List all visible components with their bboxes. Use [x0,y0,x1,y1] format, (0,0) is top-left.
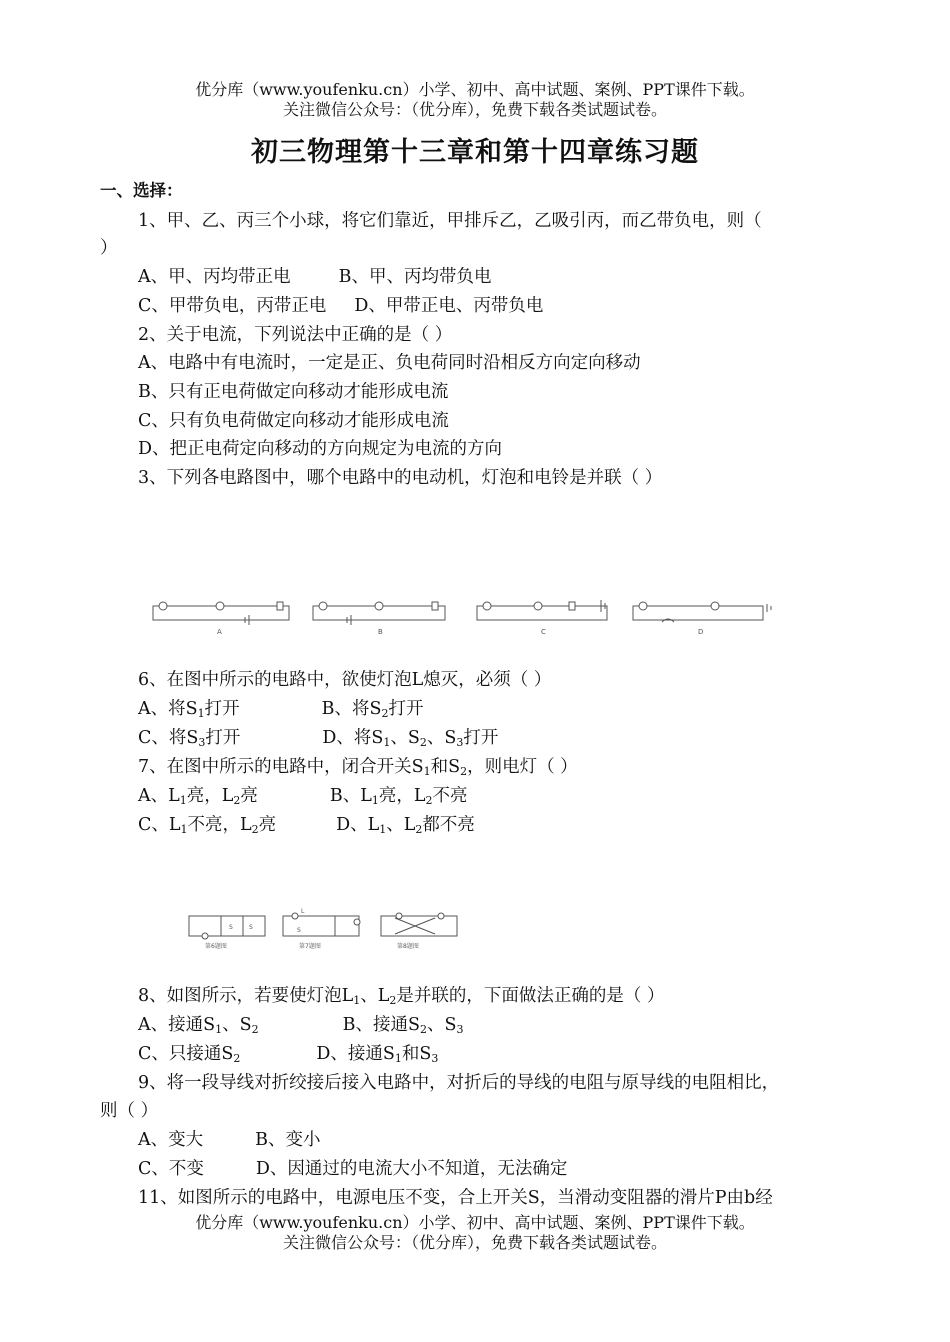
q8-options-ab [138,1014,464,1036]
q1-option-b: B、甲、丙均带负电 [338,267,492,287]
q6-option-d: D、将$S_1$、$S_2$、$S_3$打开 [322,728,499,749]
q6-stem: 6、在图中所示的电路中，欲使灯泡L熄灭，必须（ ） [138,670,552,690]
q8-option-d: D、接通$S_1$和$S_3$ [316,1044,439,1065]
q3-label-b: B [378,628,383,636]
q2-option-b: B、只有正电荷做定向移动才能形成电流 [138,382,449,402]
q6-options-cd [138,727,498,749]
footer-line-1: 优分库（www.youfenku.cn）小学、初中、高中试题、案例、PPT课件下载。 [195,1213,755,1232]
header-line-1: 优分库（www.youfenku.cn）小学、初中、高中试题、案例、PPT课件下载。 [195,80,755,99]
circuit-b [313,602,445,625]
q7-option-b: B、$L_1$亮，$L_2$不亮 [329,786,468,807]
q2-stem: 2、关于电流，下列说法中正确的是（ ） [138,325,453,345]
fig6-switch-label-2: S [249,924,253,931]
q6-option-a: A、将$S_1$打开 [138,699,240,720]
circuit-a [153,602,289,625]
circuit-fig8 [381,913,457,936]
q9-stem-end: 则（ ） [100,1101,159,1121]
q9-option-c: C、不变 [138,1159,204,1179]
q1-stem-end: ） [100,238,118,258]
fig6-switch-label: S [229,924,233,931]
q1-options-cd [138,295,543,317]
q11-stem: 11、如图所示的电路中，电源电压不变，合上开关S，当滑动变阻器的滑片P由b经 [138,1188,773,1208]
fig6-caption: 第6题图 [205,943,227,950]
q8-option-c: C、只接通$S_2$ [138,1044,241,1065]
q6-option-b: B、将$S_2$打开 [321,699,424,720]
q6-option-c: C、将$S_3$打开 [138,728,241,749]
page-title: 初三物理第十三章和第十四章练习题 [251,137,699,168]
q9-options-cd [138,1158,567,1180]
fig7-lamp-label: L [301,908,305,915]
q3-label-d: D [698,628,704,636]
q3-label-a: A [217,628,222,636]
q1-stem: 1、甲、乙、丙三个小球，将它们靠近，甲排斥乙，乙吸引丙，而乙带负电，则（ [138,211,762,231]
q1-option-d: D、甲带正电、丙带负电 [354,296,544,316]
q6-options-ab [138,698,424,720]
circuit-fig7 [283,913,360,936]
q9-stem: 9、将一段导线对折绞接后接入电路中，对折后的导线的电阻与原导线的电阻相比， [138,1073,780,1093]
q6-q7-q8-circuit-figures [185,908,465,950]
q9-option-b: B、变小 [255,1130,321,1150]
q7-option-a: A、$L_1$亮，$L_2$亮 [138,786,258,807]
q3-stem: 3、下列各电路图中，哪个电路中的电动机，灯泡和电铃是并联（ ） [138,468,663,488]
q7-options-cd [138,814,475,836]
q7-stem: 7、在图中所示的电路中，闭合开关$S_1$和$S_2$，则电灯（ ） [138,757,578,778]
q1-option-a: A、甲、丙均带正电 [138,267,291,287]
q7-options-ab [138,785,468,807]
header-line-2: 关注微信公众号：（优分库），免费下载各类试题试卷。 [282,100,667,119]
circuit-d [633,602,771,622]
footer-line-2: 关注微信公众号：（优分库），免费下载各类试题试卷。 [282,1233,667,1252]
q7-option-c: C、$L_1$不亮，$L_2$亮 [138,815,277,836]
q9-options-ab [138,1129,321,1151]
q9-option-a: A、变大 [138,1130,204,1150]
q9-option-d: D、因通过的电流大小不知道，无法确定 [255,1159,568,1179]
circuit-fig6 [189,916,265,939]
q2-option-c: C、只有负电荷做定向移动才能形成电流 [138,411,449,431]
fig8-caption: 第8题图 [397,943,419,950]
q3-circuit-figure [145,598,790,640]
q8-options-cd [138,1043,438,1065]
fig7-caption: 第7题图 [299,943,321,950]
q8-option-a: A、接通$S_1$、$S_2$ [138,1015,259,1036]
q1-option-c: C、甲带负电，丙带正电 [138,296,327,316]
q8-stem: 8、如图所示，若要使灯泡$L_1$、$L_2$是并联的，下面做法正确的是（ ） [138,986,665,1007]
q7-option-d: D、$L_1$、$L_2$都不亮 [336,815,475,836]
q3-label-c: C [541,628,546,636]
section-heading: 一、选择： [100,181,183,200]
q1-options-ab [138,266,492,288]
fig7-switch-label: S [297,927,301,934]
q2-option-d: D、把正电荷定向移动的方向规定为电流的方向 [138,439,503,459]
q8-option-b: B、接通$S_2$、$S_3$ [342,1015,464,1036]
q2-option-a: A、电路中有电流时，一定是正、负电荷同时沿相反方向定向移动 [138,353,641,373]
circuit-c [477,600,607,620]
